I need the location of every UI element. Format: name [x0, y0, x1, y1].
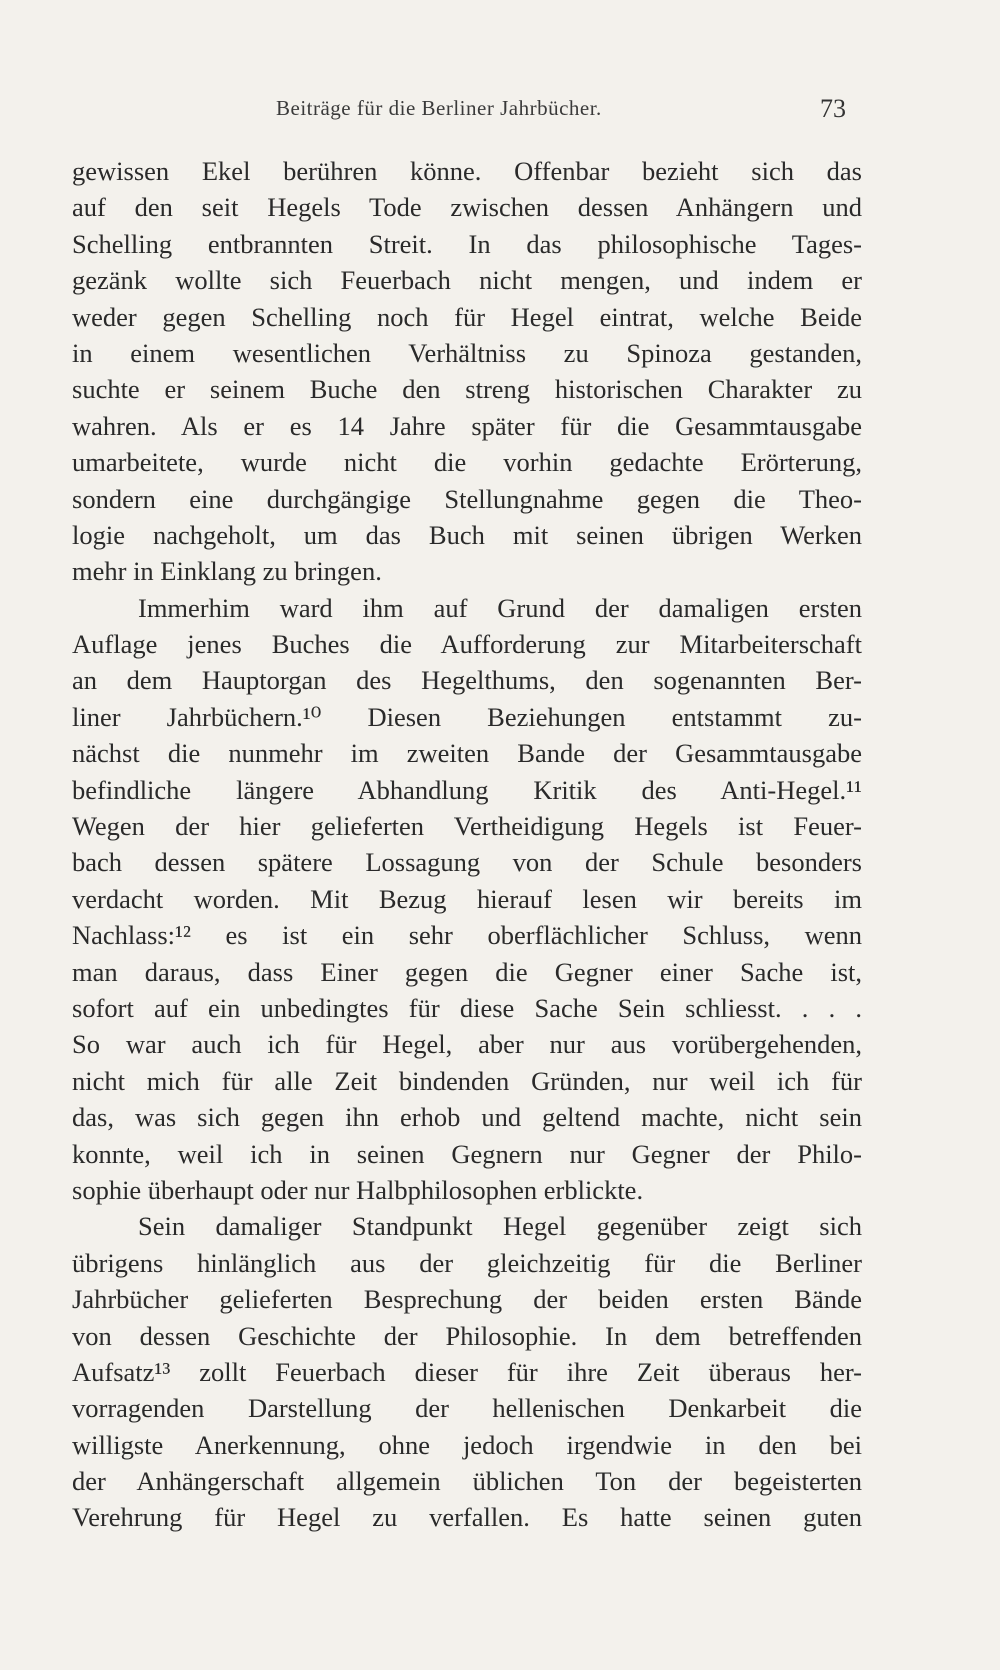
running-header: [0, 96, 1000, 130]
text-line: vorragenden Darstellung der hellenischen Denkarbeit die: [72, 1393, 862, 1424]
text-line: nächst die nunmehr im zweiten Bande der Gesammtausgabe: [72, 738, 862, 769]
text-line: von dessen Geschichte der Philosophie. In dem betreffenden: [72, 1320, 862, 1351]
text-line: verdacht worden. Mit Bezug hierauf lesen wir bereits im: [72, 883, 862, 914]
text-line: befindliche längere Abhandlung Kritik des Anti-Hegel.¹¹: [72, 774, 862, 805]
text-line: bach dessen spätere Lossagung von der Schule besonders: [72, 847, 862, 878]
text-line: sophie überhaupt oder nur Halbphilosophen erblickte.: [72, 1174, 644, 1205]
text-line: So war auch ich für Hegel, aber nur aus vorübergehenden,: [72, 1029, 862, 1060]
text-line: weder gegen Schelling noch für Hegel eintrat, welche Beide: [72, 301, 862, 332]
text-line: Aufsatz¹³ zollt Feuerbach dieser für ihre Zeit überaus her-: [72, 1356, 862, 1387]
text-line: Sein damaliger Standpunkt Hegel gegenüber zeigt sich: [138, 1211, 862, 1242]
text-line: wahren. Als er es 14 Jahre später für die Gesammtausgabe: [72, 410, 862, 441]
text-line: gezänk wollte sich Feuerbach nicht mengen, und indem er: [72, 265, 862, 296]
text-line: Jahrbücher gelieferten Besprechung der beiden ersten Bände: [72, 1284, 862, 1315]
text-line: an dem Hauptorgan des Hegelthums, den sogenannten Ber-: [72, 665, 862, 696]
text-line: in einem wesentlichen Verhältniss zu Spinoza gestanden,: [72, 337, 862, 368]
text-line: Nachlass:¹² es ist ein sehr oberflächlicher Schluss, wenn: [72, 920, 862, 951]
text-line: Immerhim ward ihm auf Grund der damaligen ersten: [138, 592, 862, 623]
text-line: logie nachgeholt, um das Buch mit seinen übrigen Werken: [72, 519, 862, 550]
text-line: sofort auf ein unbedingtes für diese Sache Sein schliesst. . . .: [72, 992, 862, 1023]
page-number: 73: [820, 94, 846, 123]
text-line: liner Jahrbüchern.¹⁰ Diesen Beziehungen entstammt zu-: [72, 701, 862, 732]
text-line: willigste Anerkennung, ohne jedoch irgendwie in den bei: [72, 1429, 862, 1460]
text-line: übrigens hinlänglich aus der gleichzeitig für die Berliner: [72, 1247, 862, 1278]
text-line: mehr in Einklang zu bringen.: [72, 556, 382, 587]
text-line: suchte er seinem Buche den streng historischen Charakter zu: [72, 374, 862, 405]
text-line: Auflage jenes Buches die Aufforderung zur Mitarbeiterschaft: [72, 629, 862, 660]
text-line: Verehrung für Hegel zu verfallen. Es hatte seinen guten: [72, 1502, 862, 1533]
text-line: Wegen der hier gelieferten Vertheidigung Hegels ist Feuer-: [72, 811, 862, 842]
text-line: das, was sich gegen ihn erhob und geltend machte, nicht sein: [72, 1102, 862, 1133]
text-line: der Anhängerschaft allgemein üblichen Ton der begeisterten: [72, 1466, 862, 1497]
text-line: konnte, weil ich in seinen Gegnern nur Gegner der Philo-: [72, 1138, 862, 1169]
text-line: man daraus, dass Einer gegen die Gegner einer Sache ist,: [72, 956, 862, 987]
running-title: Beiträge für die Berliner Jahrbücher.: [276, 96, 602, 120]
text-line: nicht mich für alle Zeit bindenden Gründen, nur weil ich für: [72, 1065, 862, 1096]
body-text: [72, 153, 862, 1536]
text-line: auf den seit Hegels Tode zwischen dessen Anhängern und: [72, 192, 862, 223]
text-line: gewissen Ekel berühren könne. Offenbar bezieht sich das: [72, 156, 862, 186]
text-line: sondern eine durchgängige Stellungnahme gegen die Theo-: [72, 483, 862, 514]
text-line: umarbeitete, wurde nicht die vorhin gedachte Erörterung,: [72, 447, 862, 478]
text-line: Schelling entbrannten Streit. In das philosophische Tages-: [72, 228, 862, 259]
